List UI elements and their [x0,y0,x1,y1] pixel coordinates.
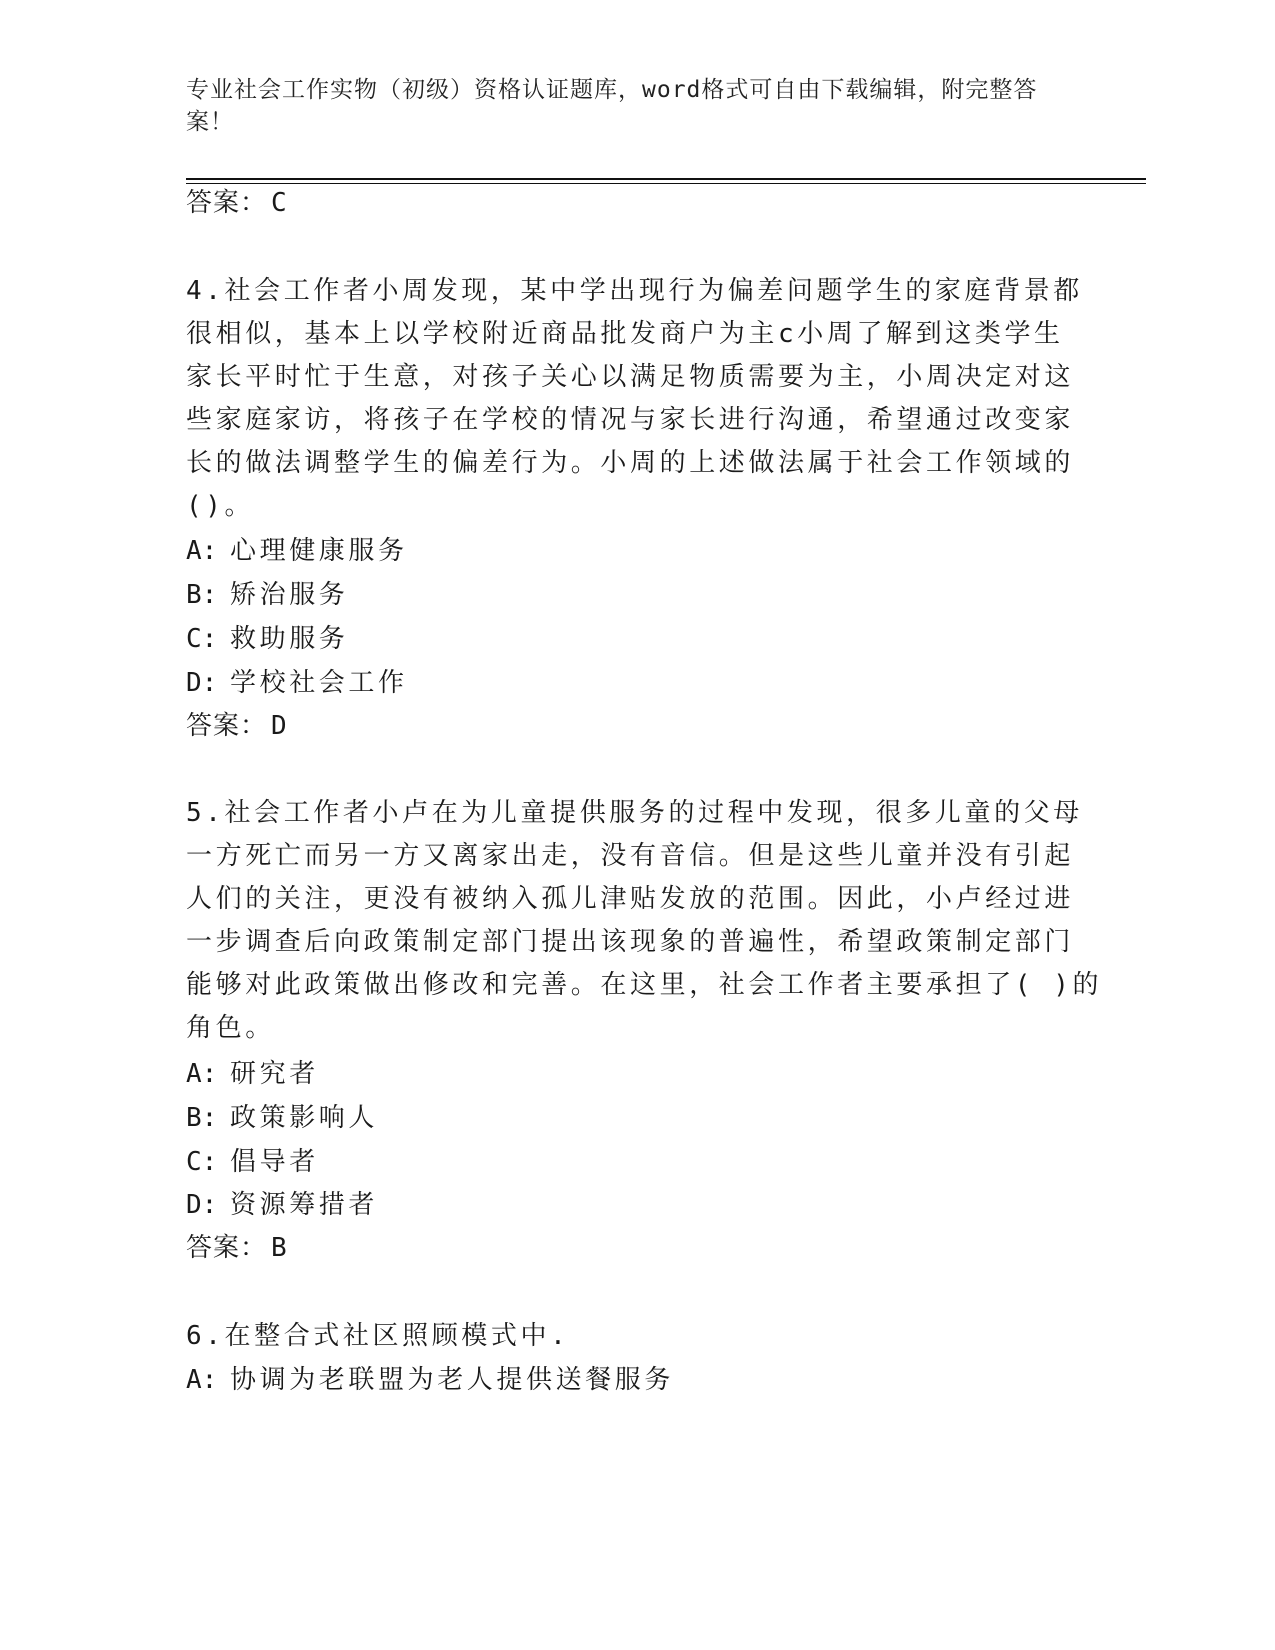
option-text: 矫治服务 [230,580,349,610]
q5-line-3: 人们的关注，更没有被纳入孤儿津贴发放的范围。因此，小卢经过进 [186,884,1075,914]
prev-answer [186,180,288,226]
q4-line-1: 4.社会工作者小周发现，某中学出现行为偏差问题学生的家庭背景都 [186,276,1083,306]
option-key: D: [186,668,218,698]
q5-line-6: 角色。 [186,1013,275,1043]
q4-option-a [186,528,408,574]
q5-line-2: 一方死亡而另一方又离家出走，没有音信。但是这些儿童并没有引起 [186,841,1075,871]
q5-option-c [186,1139,319,1185]
q5-option-d [186,1182,378,1228]
q4-option-b [186,572,348,618]
q6-line-1: 6.在整合式社区照顾模式中. [186,1321,570,1351]
q4-line-2: 很相似，基本上以学校附近商品批发商户为主c小周了解到这类学生 [186,319,1064,349]
header-line-2: 案！ [186,109,234,135]
q5-answer [186,1225,288,1271]
q5-option-a [186,1051,319,1097]
answer-value: C [271,188,288,218]
option-key: A: [186,536,218,566]
q4-option-d [186,660,408,706]
q5-line-4: 一步调查后向政策制定部门提出该现象的普遍性，希望政策制定部门 [186,927,1075,957]
option-key: C: [186,624,218,654]
answer-label: 答案： [186,188,268,218]
header-rule-thick [186,178,1146,180]
answer-label: 答案： [186,711,268,741]
q5-line-1: 5.社会工作者小卢在为儿童提供服务的过程中发现，很多儿童的父母 [186,798,1083,828]
option-text: 政策影响人 [230,1103,379,1133]
answer-label: 答案： [186,1233,268,1263]
document-header [186,74,1066,138]
option-text: 倡导者 [230,1147,319,1177]
option-key: C: [186,1147,218,1177]
option-text: 救助服务 [230,624,349,654]
option-key: B: [186,580,218,610]
option-text: 协调为老联盟为老人提供送餐服务 [230,1365,675,1395]
q4-line-5: 长的做法调整学生的偏差行为。小周的上述做法属于社会工作领域的 [186,448,1075,478]
q4-answer [186,703,288,749]
option-text: 研究者 [230,1059,319,1089]
q4-line-4: 些家庭家访，将孩子在学校的情况与家长进行沟通，希望通过改变家 [186,405,1075,435]
q4-option-c [186,616,348,662]
header-rule-thin [186,183,1146,184]
q5-line-5: 能够对此政策做出修改和完善。在这里，社会工作者主要承担了( )的 [186,970,1103,1000]
option-text: 资源筹措者 [230,1190,379,1220]
option-text: 学校社会工作 [230,668,408,698]
q6-option-a [186,1357,674,1403]
q5-option-b [186,1095,378,1141]
answer-value: D [271,711,288,741]
answer-value: B [271,1233,288,1263]
header-line-1: 专业社会工作实物（初级）资格认证题库，word格式可自由下载编辑，附完整答 [186,77,1038,103]
option-key: B: [186,1103,218,1133]
option-key: A: [186,1365,218,1395]
option-text: 心理健康服务 [230,536,408,566]
q4-line-3: 家长平时忙于生意，对孩子关心以满足物质需要为主，小周决定对这 [186,362,1075,392]
q4-line-6: ()。 [186,491,255,521]
option-key: A: [186,1059,218,1089]
option-key: D: [186,1190,218,1220]
